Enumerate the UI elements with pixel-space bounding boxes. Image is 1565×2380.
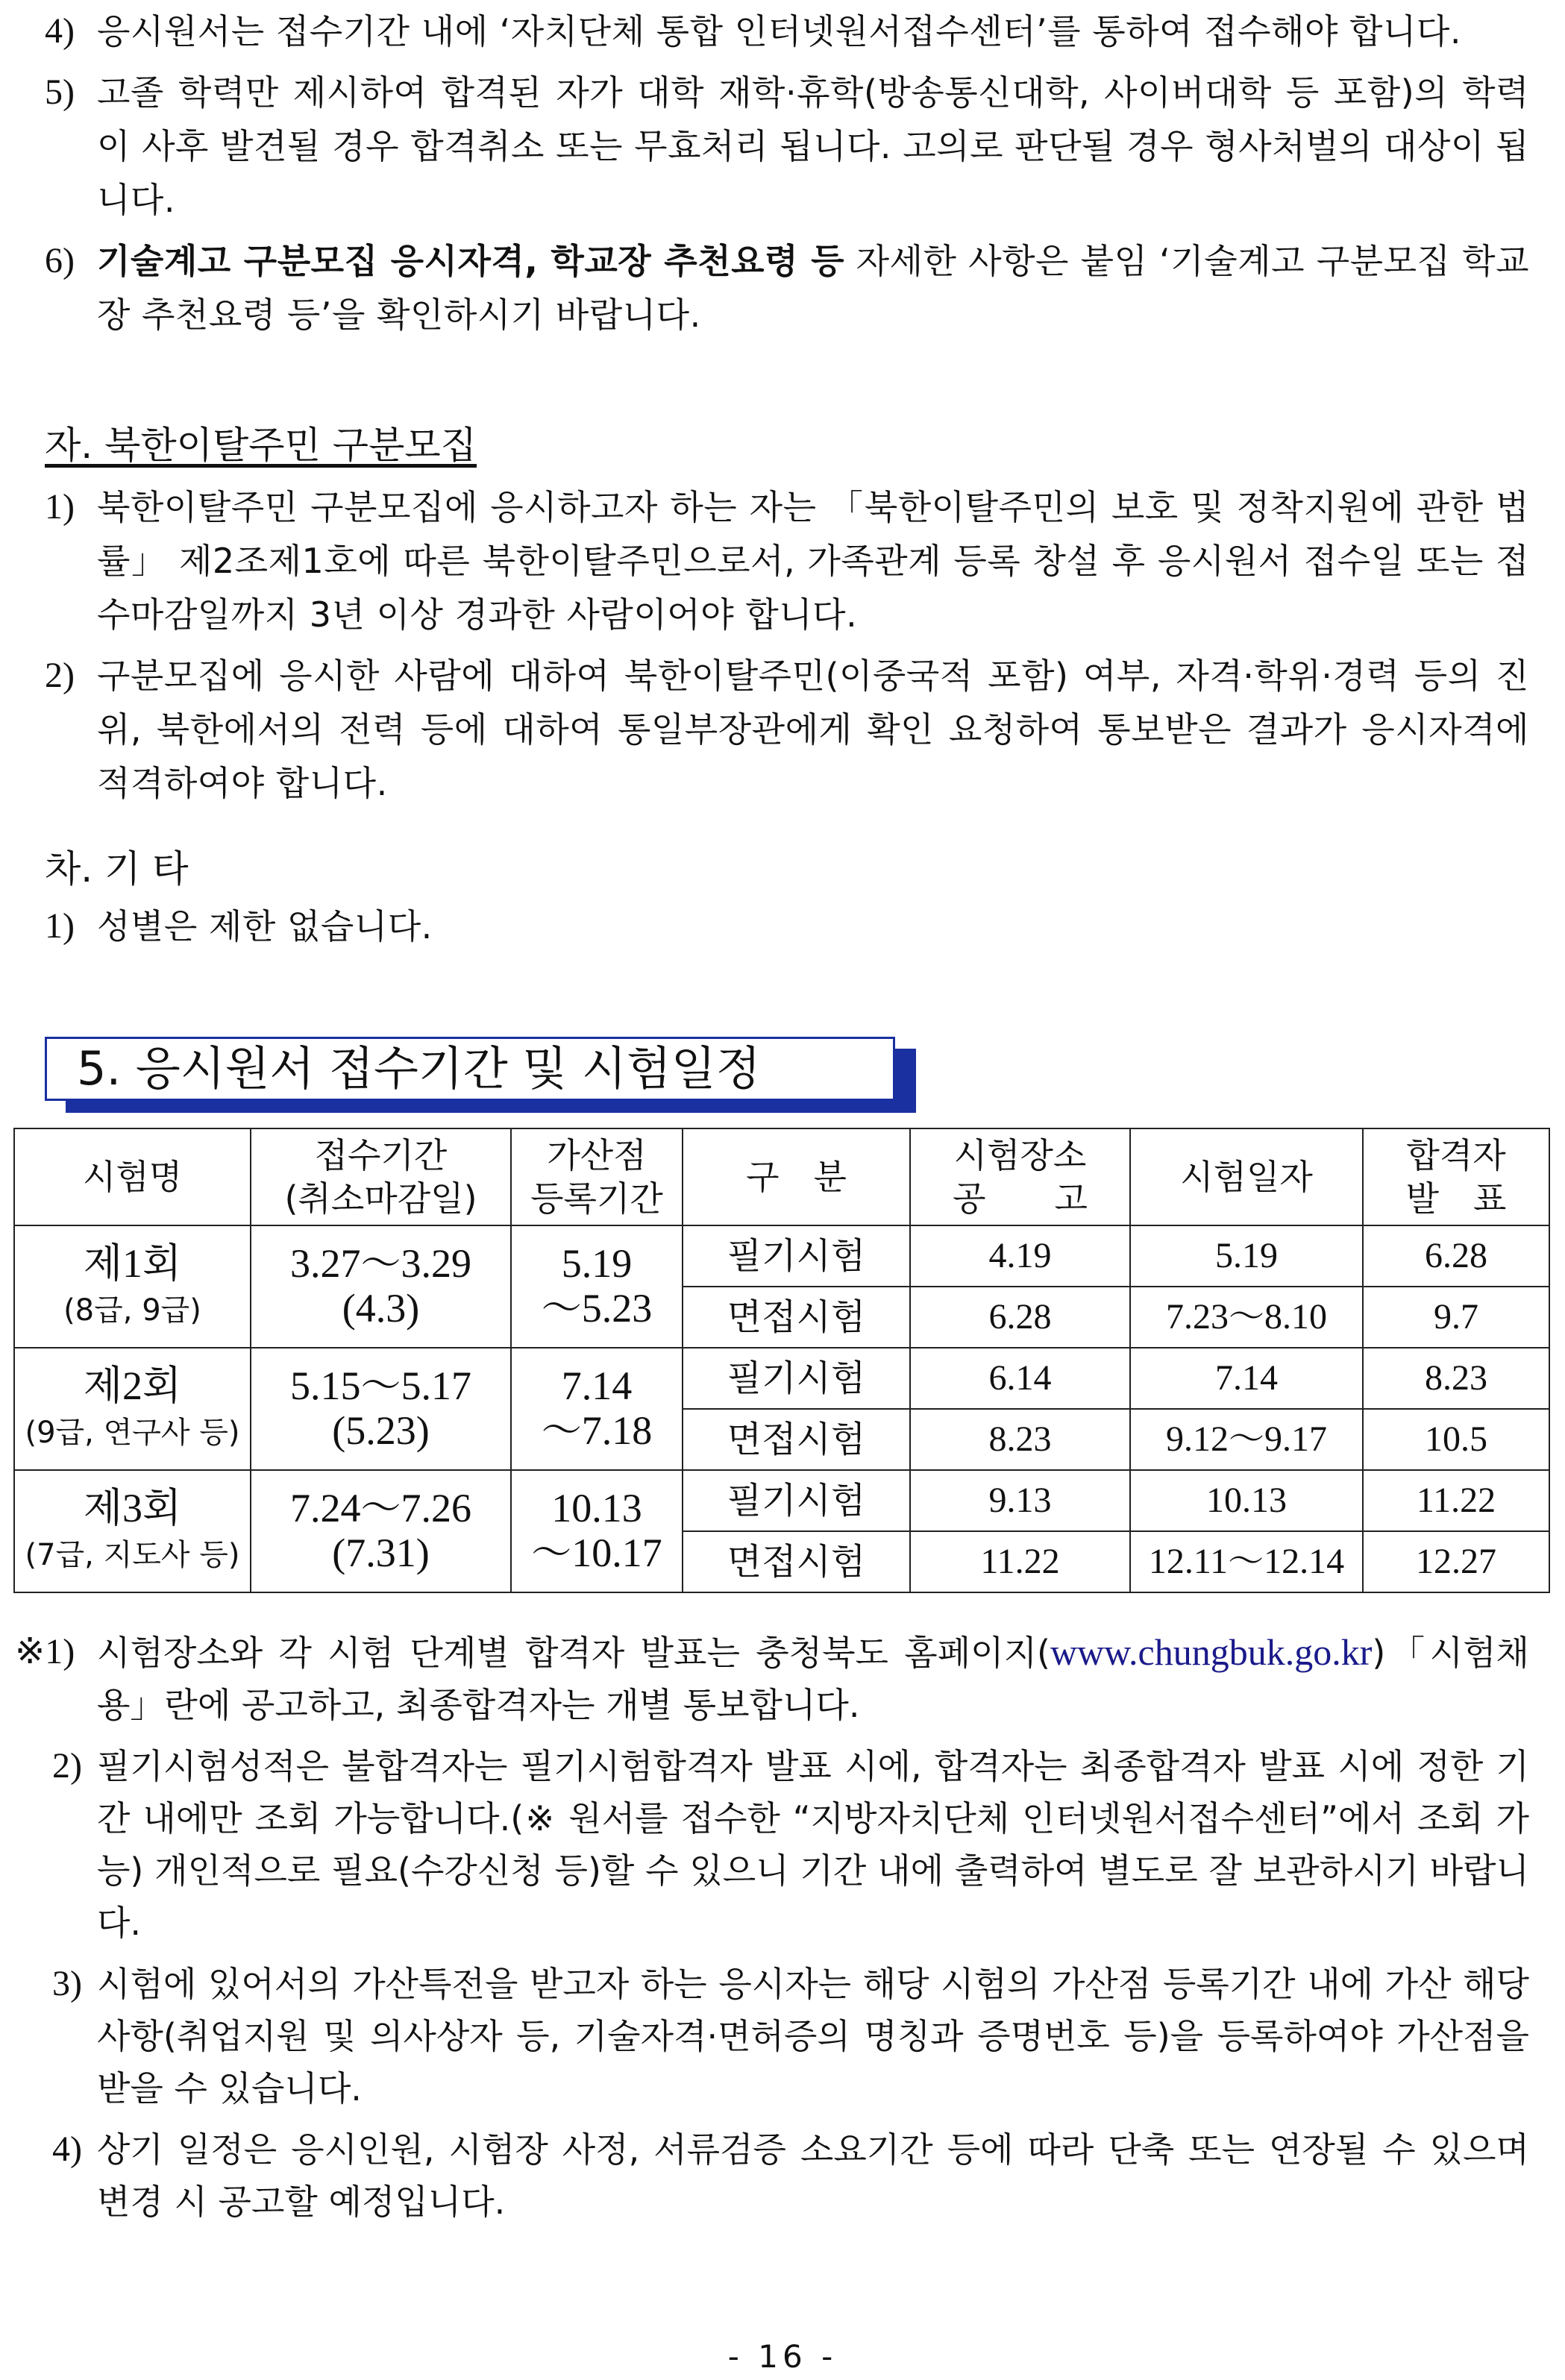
venue-cell: 11.22 [910, 1531, 1130, 1592]
date-cell: 5.19 [1130, 1225, 1363, 1287]
section-title: 차. 기 타 [45, 847, 189, 891]
period-cell: 3.27～3.29 (4.3) [251, 1225, 511, 1348]
type-cell: 면접시험 [683, 1287, 910, 1348]
item-rest-text: 자세한 사항은 붙임 ‘기술계고 구분모집 학교장 추천요령 등’을 확인하시기 바랍니다. [97, 241, 1529, 335]
pass-cell: 9.7 [1363, 1287, 1549, 1348]
item-text: 고졸 학력만 제시하여 합격된 자가 대학 재학·휴학(방송통신대학, 사이버대학 등 포함)의 학력이 사후 발견될 경우 합격취소 또는 무효처리 됩니다. 고의로 판단될 경우 형사처벌의 대상이 됩니다. [97, 72, 1529, 220]
list-item [45, 234, 1529, 342]
section-refugee [45, 419, 1529, 810]
round-name-cell: 제1회 (8급, 9급) [14, 1225, 251, 1348]
note-item [15, 2123, 1529, 2228]
item-number: 6) [45, 241, 75, 280]
item-number: 1) [45, 906, 75, 946]
table-row [14, 1348, 1549, 1409]
venue-cell: 4.19 [910, 1225, 1130, 1287]
venue-cell: 9.13 [910, 1470, 1130, 1531]
item-number: 5) [45, 72, 75, 112]
header-pass: 합격자 발 표 [1363, 1128, 1549, 1225]
note-number: 4) [52, 2129, 82, 2169]
page-number: - 16 - [727, 2338, 838, 2375]
date-cell: 7.23～8.10 [1130, 1287, 1363, 1348]
date-cell: 7.14 [1130, 1348, 1363, 1409]
period-cell: 7.24～7.26 (7.31) [251, 1470, 511, 1592]
note-text: 시험에 있어서의 가산특전을 받고자 하는 응시자는 해당 시험의 가산점 등록기간 내에 가산 해당사항(취업지원 및 의사상자 등, 기술자격·면허증의 명칭과 증명번호 등)을 등록하여야 가산점을 받을 수 있습니다. [97, 1964, 1529, 2109]
type-cell: 면접시험 [683, 1531, 910, 1592]
pass-cell: 12.27 [1363, 1531, 1549, 1592]
pass-cell: 11.22 [1363, 1470, 1549, 1531]
pass-cell: 8.23 [1363, 1348, 1549, 1409]
item-text: 북한이탈주민 구분모집에 응시하고자 하는 자는 「북한이탈주민의 보호 및 정착지원에 관한 법률」 제2조제1호에 따른 북한이탈주민으로서, 가족관계 등록 창설 후 응시원서 접수일 또는 접수마감일까지 3년 이상 경과한 사람이어야 합니다. [97, 487, 1529, 635]
header-bonus: 가산점 등록기간 [511, 1128, 683, 1225]
table-header-row [14, 1128, 1549, 1225]
header-name: 시험명 [14, 1128, 251, 1225]
note-number: ※1) [15, 1632, 75, 1671]
schedule-table [13, 1128, 1550, 1593]
homepage-link[interactable]: www.chungbuk.go.kr [1050, 1631, 1373, 1673]
round-name-cell: 제3회 (7급, 지도사 등) [14, 1470, 251, 1592]
type-cell: 필기시험 [683, 1348, 910, 1409]
note-item [15, 1740, 1529, 1949]
round-name-cell: 제2회 (9급, 연구사 등) [14, 1348, 251, 1470]
note-text: 시험장소와 각 시험 단계별 합격자 발표는 충청북도 홈페이지(www.chungbuk.go.kr)「시험채용」란에 공고하고, 최종합격자는 개별 통보합니다. [97, 1631, 1529, 1725]
header-type: 구 분 [683, 1128, 910, 1225]
type-cell: 필기시험 [683, 1470, 910, 1531]
note-number: 3) [52, 1964, 82, 2003]
list-item [45, 480, 1529, 641]
note-item [15, 1626, 1529, 1731]
item-number: 2) [45, 656, 75, 695]
date-cell: 12.11～12.14 [1130, 1531, 1363, 1592]
header-period: 접수기간 (취소마감일) [251, 1128, 511, 1225]
date-cell: 9.12～9.17 [1130, 1409, 1363, 1470]
notes [15, 1626, 1529, 2228]
note-text: 상기 일정은 응시인원, 시험장 사정, 서류검증 소요기간 등에 따라 단축 또는 연장될 수 있으며 변경 시 공고할 예정입니다. [97, 2129, 1529, 2222]
table-row [14, 1470, 1549, 1531]
list-item [45, 4, 1529, 58]
header-date: 시험일자 [1130, 1128, 1363, 1225]
item-text: 구분모집에 응시한 사람에 대하여 북한이탈주민(이중국적 포함) 여부, 자격·학위·경력 등의 진위, 북한에서의 전력 등에 대하여 통일부장관에게 확인 요청하여 통보받은 결과가 응시자격에 적격하여야 합니다. [97, 656, 1529, 803]
item-bold-text: 기술계고 구분모집 응시자격, 학교장 추천요령 등 [97, 241, 845, 281]
bonus-cell: 7.14 ～7.18 [511, 1348, 683, 1470]
items-top [45, 4, 1529, 342]
period-cell: 5.15～5.17 (5.23) [251, 1348, 511, 1470]
note-number: 2) [52, 1746, 82, 1786]
item-text [97, 234, 1529, 342]
venue-cell: 6.28 [910, 1287, 1130, 1348]
list-item [45, 649, 1529, 810]
section5-header [45, 1037, 895, 1101]
note-item [15, 1958, 1529, 2114]
date-cell: 10.13 [1130, 1470, 1363, 1531]
bonus-cell: 5.19 ～5.23 [511, 1225, 683, 1348]
type-cell: 필기시험 [683, 1225, 910, 1287]
note-text: 필기시험성적은 불합격자는 필기시험합격자 발표 시에, 합격자는 최종합격자 발표 시에 정한 기간 내에만 조회 가능합니다.(※ 원서를 접수한 “지방자치단체 인터넷원서접수센터”에서 조회 가능) 개인적으로 필요(수강신청 등)할 수 있으니 기간 내에 출력하여 별도로 잘 보관하시기 바랍니다. [97, 1746, 1529, 1943]
pass-cell: 10.5 [1363, 1409, 1549, 1470]
section-title: 자. 북한이탈주민 구분모집 [45, 424, 477, 467]
type-cell: 면접시험 [683, 1409, 910, 1470]
item-number: 4) [45, 11, 75, 51]
pass-cell: 6.28 [1363, 1225, 1549, 1287]
item-text: 성별은 제한 없습니다. [97, 906, 433, 946]
table-row [14, 1225, 1549, 1287]
section5-title: 5. 응시원서 접수기간 및 시험일정 [45, 1037, 895, 1101]
item-text: 응시원서는 접수기간 내에 ‘자치단체 통합 인터넷원서접수센터’를 통하여 접수해야 합니다. [97, 11, 1461, 51]
section-etc [45, 843, 1529, 953]
venue-cell: 8.23 [910, 1409, 1130, 1470]
venue-cell: 6.14 [910, 1348, 1130, 1409]
bonus-cell: 10.13 ～10.17 [511, 1470, 683, 1592]
list-item [45, 66, 1529, 227]
item-number: 1) [45, 487, 75, 527]
header-venue: 시험장소 공 고 [910, 1128, 1130, 1225]
list-item [45, 899, 1529, 953]
